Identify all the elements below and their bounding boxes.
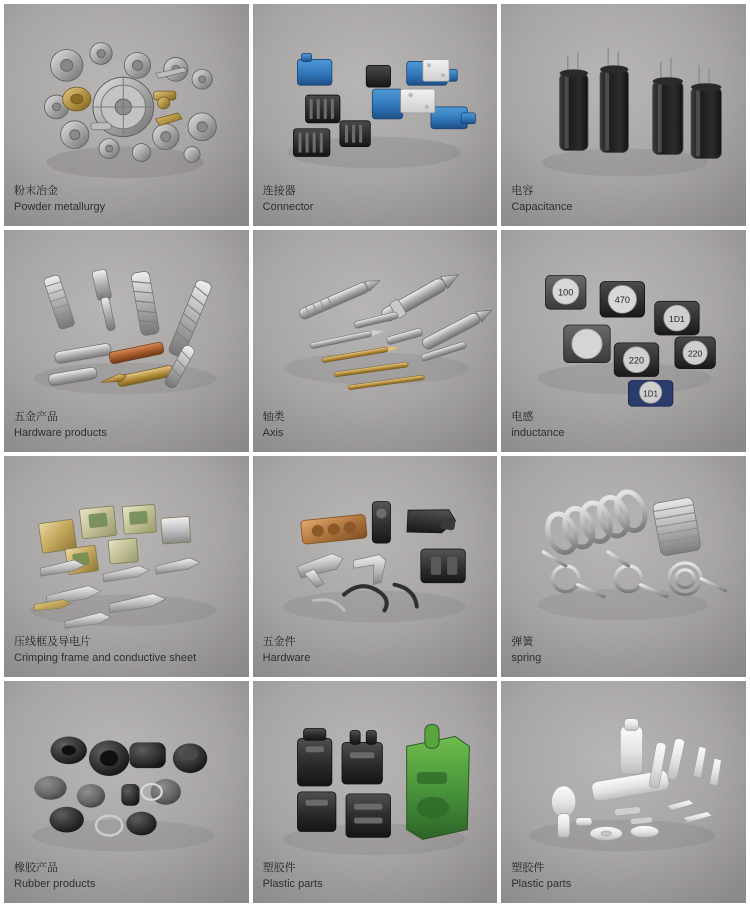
product-tile-rubber-products[interactable] — [4, 681, 249, 903]
tile-caption-cn: 五金件 — [262, 636, 296, 649]
tile-caption-cn: 压线框及导电片 — [14, 636, 91, 649]
tile-caption-cn: 电感 — [511, 410, 534, 423]
tile-caption-en: Powder metallurgy — [14, 200, 106, 213]
shafts-and-pins-photo — [253, 230, 498, 452]
product-tile-hardware-products[interactable] — [4, 230, 249, 452]
tile-caption — [263, 861, 323, 893]
tile-caption — [511, 410, 564, 442]
tile-caption-en: Rubber products — [14, 878, 96, 891]
tile-caption-cn: 连接器 — [262, 184, 296, 197]
tile-caption-en: Plastic parts — [511, 878, 572, 891]
product-tile-hardware[interactable] — [253, 456, 498, 678]
product-tile-plastic-parts-2[interactable] — [501, 681, 746, 903]
tile-caption — [511, 635, 541, 667]
tile-caption-en: spring — [511, 652, 542, 665]
product-tile-inductance[interactable] — [501, 230, 746, 452]
tile-caption — [263, 410, 285, 442]
tile-caption-cn: 塑胶件 — [262, 862, 296, 875]
product-tile-capacitance[interactable] — [501, 4, 746, 226]
tile-caption — [511, 861, 571, 893]
product-tile-powder-metallurgy[interactable] — [4, 4, 249, 226]
tile-caption-en: Capacitance — [511, 200, 573, 213]
tile-caption-en: inductance — [511, 426, 565, 439]
tile-caption — [14, 635, 196, 667]
tile-caption — [14, 410, 107, 442]
tile-caption-cn: 塑胶件 — [511, 862, 545, 875]
tile-caption — [263, 635, 311, 667]
tile-caption-cn: 电容 — [511, 184, 534, 197]
product-tile-plastic-parts-1[interactable] — [253, 681, 498, 903]
product-tile-crimping-frame[interactable] — [4, 456, 249, 678]
tile-caption — [263, 184, 314, 216]
svg-text:220: 220 — [688, 348, 703, 359]
tile-caption-cn: 橡胶产品 — [14, 862, 58, 875]
svg-text:1D1: 1D1 — [643, 389, 659, 399]
product-tile-connector[interactable] — [253, 4, 498, 226]
tile-caption-cn: 五金产品 — [14, 410, 58, 423]
svg-text:220: 220 — [629, 355, 645, 366]
tile-caption-cn: 粉末冶金 — [14, 184, 58, 197]
tile-caption-cn: 弹簧 — [511, 636, 534, 649]
tile-caption — [14, 184, 105, 216]
tile-caption-en: Hardware products — [14, 426, 107, 439]
tile-caption-cn: 轴类 — [262, 410, 285, 423]
svg-text:100: 100 — [558, 287, 574, 298]
svg-text:1D1: 1D1 — [669, 313, 686, 324]
svg-text:470: 470 — [615, 295, 631, 305]
tile-caption-en: Crimping frame and conductive sheet — [14, 652, 197, 665]
tile-caption-en: Axis — [262, 426, 284, 439]
product-tile-axis[interactable] — [253, 230, 498, 452]
product-tile-spring[interactable] — [501, 456, 746, 678]
tile-caption — [511, 184, 572, 216]
tile-caption-en: Connector — [262, 200, 314, 213]
tile-caption-en: Hardware — [262, 652, 311, 665]
tile-caption — [14, 861, 95, 893]
tile-caption-en: Plastic parts — [262, 878, 323, 891]
